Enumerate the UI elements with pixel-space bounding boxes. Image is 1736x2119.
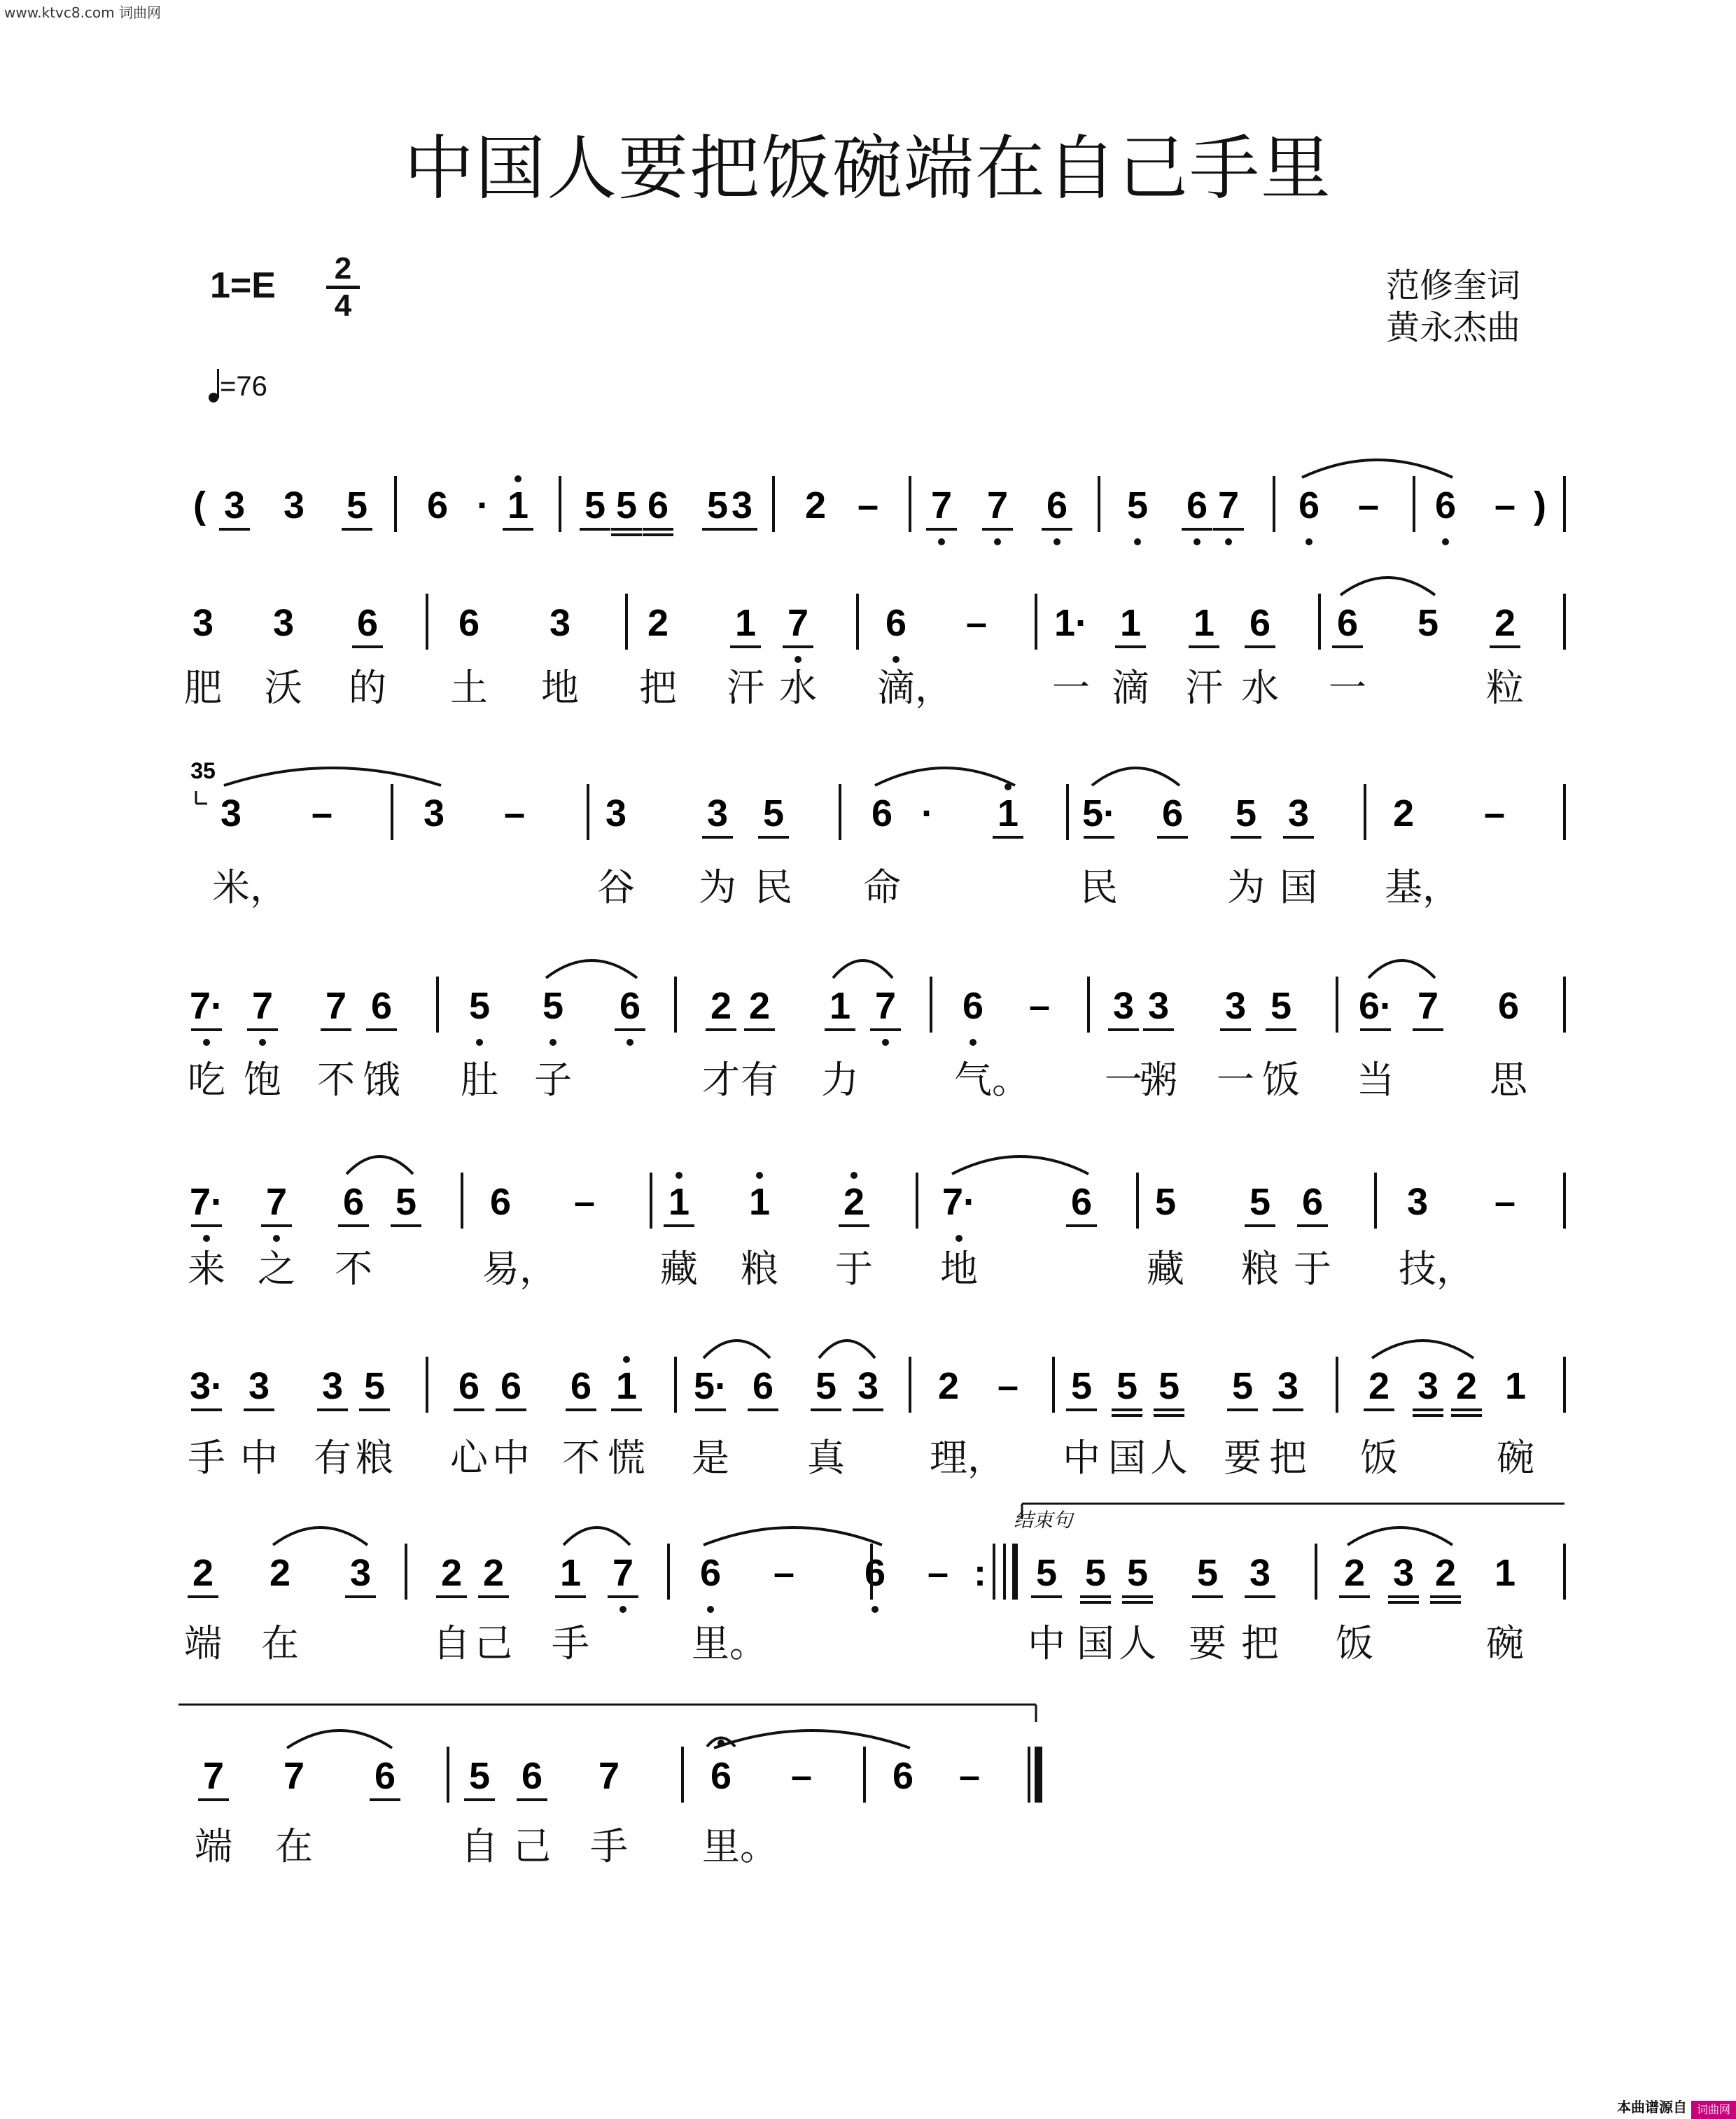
note-r2: 6 [1336,602,1359,644]
note-r1: 6 [1434,484,1457,526]
note-r4: 3 [1224,985,1247,1027]
lyric-l2: 滴， [877,666,953,710]
note-r5: 3 [1406,1181,1429,1223]
note-r6: 6 [570,1365,592,1407]
note-r5: 1 [668,1181,690,1223]
note-r6: 5 [1231,1365,1254,1407]
note-r3: – [503,792,526,834]
note-r4: 5 [468,985,491,1027]
lyric-l5: 易， [482,1247,557,1291]
lyric-l5: 粮 [1241,1247,1279,1291]
note-r4: 7 [874,985,897,1027]
slur [875,768,1015,785]
note-r4: – [1028,985,1051,1027]
lyric-l8: 里。 [702,1824,778,1868]
lyric-l2: 水 [1241,666,1279,710]
note-r8: 7 [598,1755,620,1797]
note-r4: 7· [189,985,224,1027]
note-r5: 6 [342,1181,365,1223]
note-r7: 2 [192,1552,214,1594]
note-r8: 5 [468,1755,491,1797]
lyric-l2: 一 [1329,666,1366,710]
lyric-l5: 之 [258,1247,295,1291]
note-r6: 6 [752,1365,774,1407]
lyric-l6: 慌 [608,1436,645,1480]
note-r3: – [1483,792,1506,834]
lyric-l4: 肚 [461,1058,498,1102]
note-r1: 5 [346,484,368,526]
octave-dot [882,1039,889,1046]
slur [1092,768,1180,785]
octave-dot [850,1172,858,1179]
note-r6: 2 [1368,1365,1390,1407]
octave-dot [1225,538,1232,545]
note-r1: 5 [706,484,729,526]
lyric-l2: 的 [349,666,386,710]
lyric-l6: 中 [492,1436,530,1480]
lyric-l6: 心 [450,1436,488,1480]
lyric-l4: 吃 [188,1058,225,1102]
note-r5: – [1494,1181,1516,1223]
note-r1: 3 [283,484,305,526]
slur [1368,960,1435,978]
lyric-l7: 碗 [1486,1621,1524,1665]
lyric-l8: 手 [590,1824,628,1868]
lyric-l6: 是 [692,1436,729,1480]
note-r6: 3 [248,1365,270,1407]
note-r5: 2 [843,1181,865,1223]
note-r4: 6 [619,985,641,1027]
note-r4: 7 [325,985,347,1027]
lyric-l6: 饭 [1360,1436,1398,1480]
note-r8: 7 [283,1755,305,1797]
lyric-l3: 民 [1080,865,1118,909]
lyric-l7: 端 [184,1621,222,1665]
lyric-l2: 汗 [1185,666,1223,710]
note-r6: 3 [1417,1365,1439,1407]
octave-dot [676,1172,682,1179]
note-r1: 6 [1298,484,1320,526]
note-r4: 7 [1417,985,1439,1027]
octave-dot [1306,538,1312,545]
note-r7: 3 [349,1552,372,1594]
slur [1348,1527,1452,1545]
note-r6: 3 [321,1365,344,1407]
note-r7: – [927,1552,949,1594]
note-r8: 6 [521,1755,543,1797]
lyric-l5: 于 [835,1247,873,1291]
lyric-l3: 基， [1385,865,1460,909]
note-r1: 1 [507,484,529,526]
lyric-l5: 不 [335,1247,372,1291]
note-r3: 3 [423,792,445,834]
note-r7: 5 [1084,1552,1107,1594]
note-r2: 2 [1494,602,1516,644]
grace-note: 35 [190,758,216,783]
note-r5: 7 [265,1181,288,1223]
lyric-l6: 中 [240,1436,278,1480]
note-r4: 6 [962,985,984,1027]
lyric-l4: 当 [1357,1058,1394,1102]
lyric-l4: 一 [1105,1058,1142,1102]
lyric-l2: 沃 [265,666,302,710]
note-r3: 5· [1082,792,1116,834]
note-r6: 5 [1116,1365,1138,1407]
note-r7: 2 [482,1552,505,1594]
note-r2: 2 [647,602,669,644]
note-r4: 6 [1497,985,1520,1027]
slur [273,1527,368,1545]
lyric-l4: 力 [821,1058,859,1102]
note-r8: 6 [710,1755,732,1797]
note-r3: 6 [1161,792,1184,834]
slur [952,1156,1088,1174]
note-r3: 3 [706,792,729,834]
lyric-l2: 粒 [1486,666,1524,710]
note-r3: 3 [220,792,242,834]
note-r1: 2 [804,484,827,526]
lyric-l4: 有 [741,1058,778,1102]
note-r1: 6 [426,484,449,526]
lyric-l6: 粮 [356,1436,393,1480]
note-r1: 5 [615,484,638,526]
note-r8: 7 [202,1755,225,1797]
note-r3: 6 [871,792,893,834]
note-r2: 6 [458,602,480,644]
watermark-bottom: 本曲谱源自 [1617,2099,1687,2115]
note-r2: 6 [1249,602,1271,644]
note-r7: 2 [440,1552,463,1594]
lyric-l7: 手 [552,1621,589,1665]
octave-dot [707,1606,714,1613]
note-r5: 6 [1070,1181,1093,1223]
lyric-l4: 饿 [363,1058,400,1102]
note-r7: 5 [1126,1552,1149,1594]
lyric-l4: 思 [1490,1058,1527,1102]
slur [1372,1341,1474,1358]
note-r3: · [921,792,934,834]
lyric-l6: 有 [314,1436,351,1480]
note-r6: 6 [458,1365,480,1407]
note-r6: 5 [1070,1365,1093,1407]
lyric-l5: 来 [188,1247,225,1291]
lyric-l4: 饭 [1262,1058,1300,1102]
lyric-l7: 饭 [1336,1621,1373,1665]
octave-dot [1194,538,1200,545]
note-r1: ( [193,484,206,526]
note-r4: 2 [748,985,771,1027]
note-r6: 1 [615,1365,638,1407]
note-r3: 3 [1287,792,1310,834]
note-r2: 3 [549,602,571,644]
note-r6: 2 [937,1365,960,1407]
lyric-l6: 手 [188,1436,225,1480]
octave-dot [626,1039,634,1046]
octave-dot [203,1039,210,1046]
lyric-l6: 真 [807,1436,845,1480]
time-bottom: 4 [334,288,352,323]
note-r5: 7· [941,1181,976,1223]
octave-dot [550,1039,556,1046]
note-r6: 3· [189,1365,224,1407]
octave-dot [476,1039,483,1046]
lyric-l5: 于 [1294,1247,1331,1291]
lyric-l2: 肥 [184,666,222,710]
note-r7: 2 [269,1552,291,1594]
note-r4: 5 [542,985,564,1027]
note-r2: 1· [1054,602,1088,644]
note-r3: – [311,792,333,834]
note-r6: 2 [1455,1365,1478,1407]
lyric-l6: 把 [1269,1436,1307,1480]
lyric-l7: 里。 [692,1621,767,1665]
tempo-text: =76 [220,371,267,402]
lyric-l3: 国 [1280,865,1317,909]
octave-dot [1134,538,1141,545]
note-r3: 2 [1392,792,1415,834]
ending-label: 结束句 [1014,1509,1073,1532]
note-r1: 6 [1186,484,1208,526]
note-r7: 1 [559,1552,582,1594]
note-r7: 5 [1035,1552,1058,1594]
lyricist: 范修奎词 [1386,266,1521,305]
octave-dot [994,538,1001,545]
lyric-l2: 一 [1052,666,1090,710]
watermark-logo: 词曲网 [1691,2101,1736,2119]
key-text: 1=E [210,265,276,306]
note-r1: ) [1534,484,1546,526]
note-r6: 5 [1158,1365,1180,1407]
note-r3: 5 [762,792,785,834]
composer: 黄永杰曲 [1386,308,1521,347]
lyric-l3: 民 [755,865,792,909]
note-r7: 3 [1249,1552,1271,1594]
slur [346,1156,413,1174]
note-r8: – [958,1755,981,1797]
note-r1: 7 [986,484,1009,526]
note-r2: 3 [272,602,295,644]
lyric-l3: 为 [1227,865,1265,909]
lyric-l7: 己 [475,1621,512,1665]
lyric-l2: 把 [639,666,677,710]
note-r8: 6 [892,1755,914,1797]
lyric-l2: 水 [779,666,817,710]
slur [819,1341,875,1358]
slur [546,960,637,978]
note-r8: – [790,1755,813,1797]
lyric-l7: 把 [1241,1621,1279,1665]
note-r1: 5 [1126,484,1149,526]
note-r2: 5 [1417,602,1439,644]
note-r1: – [1357,484,1380,526]
note-r1: 5 [584,484,606,526]
lyric-l7: 自 [433,1621,470,1665]
note-r7: 1 [1494,1552,1516,1594]
octave-dot [938,538,945,545]
note-r7: 2 [1434,1552,1457,1594]
lyric-l5: 藏 [660,1247,698,1291]
note-r2: 3 [192,602,214,644]
slur [1340,578,1435,595]
lyric-l6: 理， [930,1436,1005,1480]
octave-dot [259,1039,266,1046]
lyric-l7: 中 [1028,1621,1065,1665]
octave-dot [1442,538,1449,545]
lyric-l8: 自 [461,1824,498,1868]
note-r4: 2 [710,985,732,1027]
note-r1: 6 [1046,484,1068,526]
note-r6: – [997,1365,1019,1407]
note-r4: 3 [1147,985,1170,1027]
song-title: 中国人要把饭碗端在自己手里 [404,127,1332,209]
note-r3: 3 [605,792,627,834]
note-r6: 5 [363,1365,386,1407]
lyric-l6: 不 [562,1436,600,1480]
lyric-l2: 滴 [1112,666,1149,710]
lyric-l7: 国 [1077,1621,1114,1665]
note-r4: 3 [1112,985,1135,1027]
slur [224,768,441,785]
note-r1: 7 [930,484,953,526]
lyric-l7: 人 [1119,1621,1156,1665]
note-r8: 6 [374,1755,396,1797]
note-r5: 1 [748,1181,771,1223]
lyric-l6: 人 [1150,1436,1188,1480]
note-r4: 7 [251,985,274,1027]
lyric-l8: 在 [275,1824,313,1868]
note-r6: 3 [1277,1365,1299,1407]
note-r6: 5 [815,1365,837,1407]
note-r3: 1 [997,792,1019,834]
note-r4: 5 [1270,985,1292,1027]
lyric-l7: 在 [261,1621,299,1665]
note-r7: : [974,1552,986,1594]
note-r6: 3 [857,1365,879,1407]
octave-dot [872,1606,878,1613]
watermark-top: www.ktvc8.com 词曲网 [4,4,162,21]
lyric-l6: 国 [1108,1436,1146,1480]
lyric-l8: 己 [513,1824,551,1868]
lyric-l3: 米， [212,865,288,909]
note-r4: 6· [1358,985,1393,1027]
octave-dot [756,1172,763,1179]
lyric-l4: 气。 [954,1058,1030,1102]
note-r1: – [857,484,879,526]
slur [564,1527,630,1545]
note-r1: 7 [1217,484,1240,526]
note-r4: 6 [370,985,393,1027]
note-r6: 5· [693,1365,728,1407]
lyric-l3: 命 [863,865,901,909]
note-r2: 6 [885,602,907,644]
note-r5: – [573,1181,596,1223]
slur [704,1527,882,1545]
octave-dot [620,1606,626,1613]
note-r7: 5 [1196,1552,1219,1594]
octave-dot [514,475,522,482]
note-r2: 7 [787,602,809,644]
note-r3: 5 [1235,792,1257,834]
lyric-l3: 谷 [597,865,635,909]
lyric-l4: 一 [1217,1058,1254,1102]
octave-dot [1054,538,1060,545]
note-r1: · [477,484,489,526]
lyric-l5: 地 [940,1247,978,1291]
lyric-l6: 中 [1063,1436,1100,1480]
note-r2: 1 [1119,602,1142,644]
note-r7: 6 [699,1552,722,1594]
note-r4: 1 [829,985,851,1027]
slur [833,960,892,978]
note-r5: 6 [1301,1181,1324,1223]
lyric-l5: 技， [1399,1247,1474,1291]
note-r7: – [773,1552,795,1594]
note-r5: 6 [489,1181,512,1223]
lyric-l7: 要 [1189,1621,1226,1665]
note-r2: 1 [1193,602,1215,644]
lyric-l5: 粮 [741,1247,778,1291]
note-r1: 6 [647,484,669,526]
slur [1302,460,1452,477]
time-top: 2 [334,251,352,286]
lyric-l2: 土 [450,666,488,710]
lyric-l3: 为 [699,865,736,909]
note-r1: 3 [731,484,753,526]
note-r7: 7 [612,1552,634,1594]
lyric-l2: 地 [541,666,579,710]
note-r5: 5 [1249,1181,1271,1223]
octave-dot [623,1356,630,1363]
octave-dot [969,1039,976,1046]
slur [287,1730,392,1748]
lyric-l6: 碗 [1497,1436,1534,1480]
note-r7: 6 [864,1552,886,1594]
note-r5: 5 [1154,1181,1177,1223]
note-r2: 1 [734,602,757,644]
note-r2: 6 [356,602,379,644]
note-r1: 3 [223,484,246,526]
lyric-l2: 汗 [727,666,764,710]
slur [714,1730,910,1748]
note-r7: 3 [1392,1552,1415,1594]
lyric-l4: 不 [317,1058,355,1102]
note-r7: 2 [1343,1552,1366,1594]
lyric-l4: 粥 [1140,1058,1177,1102]
note-r6: 6 [500,1365,522,1407]
lyric-l4: 才 [702,1058,740,1102]
slur [704,1341,770,1358]
note-r5: 7· [189,1181,224,1223]
lyric-l4: 子 [534,1058,572,1102]
lyric-l6: 要 [1224,1436,1261,1480]
lyric-l5: 藏 [1147,1247,1184,1291]
note-r5: 5 [395,1181,417,1223]
note-r2: – [965,602,988,644]
lyric-l4: 饱 [244,1058,281,1102]
note-r1: – [1494,484,1516,526]
lyric-l8: 端 [195,1824,232,1868]
note-r6: 1 [1504,1365,1527,1407]
